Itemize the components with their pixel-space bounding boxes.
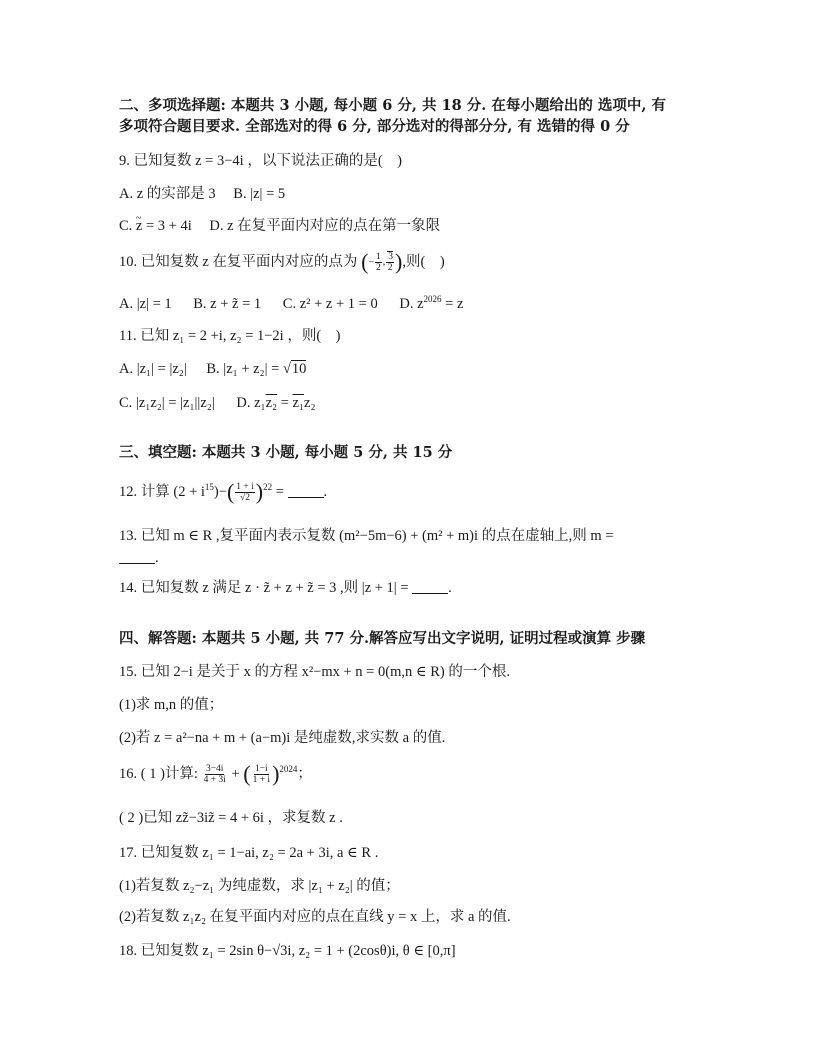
question-15-part2: (2)若 z = a²−na + m + (a−m)i 是纯虚数,求实数 a 的值. xyxy=(119,730,446,746)
option-c: C. ~ z = 3 + 4i xyxy=(119,218,192,234)
option-a: A. |z₁| = |z₂| xyxy=(119,361,187,377)
question-16-part1: 16. ( 1 )计算: $\frac{3-4i}{4 + 3i}$ + ( $\frac{1-i}{1 + i}$ )$^{2024}$； xyxy=(119,761,312,786)
option-d: D. $z^{2026} = z$ xyxy=(399,294,464,312)
option-d: D. z 在复平面内对应的点在第一象限 xyxy=(209,218,441,234)
question-15-stem: 15. 已知 2−i 是关于 x 的方程 x²−mx + n = 0(m,n ∈ R) 的一个根. xyxy=(119,664,510,680)
question-17-part1: (1)若复数 z₂−z₁ 为纯虚数，求 |z₁ + z₂| 的值； xyxy=(119,878,400,894)
section-3-heading: 三、填空题: 本题共 3 小题, 每小题 5 分, 共 15 分 xyxy=(119,444,453,461)
question-13-line2: . xyxy=(119,548,756,568)
question-18-stem: 18. 已知复数 z₁ = 2sin θ−√3i, z₂ = 1 + (2cosθ)i, θ ∈ [0,π] xyxy=(119,943,456,959)
question-12: 12. 计算 $(2 + i^{15})-$( $\frac{1 + i}{√2}$ )$^{22}$ = . xyxy=(119,479,328,504)
question-9-options-cd xyxy=(119,216,756,236)
question-11-options-ab xyxy=(119,359,756,379)
answer-blank[interactable] xyxy=(412,579,448,594)
question-10-stem: 10. 已知复数 z 在复平面内对应的点为 (− $\frac{1}{2}$ , $\frac{3}{2}$ ),则( ) xyxy=(119,249,445,274)
answer-blank[interactable] xyxy=(119,549,155,564)
option-c: C. z² + z + 1 = 0 xyxy=(282,296,378,312)
question-13-line1: 13. 已知 m ∈ R ,复平面内表示复数 (m²−5m−6) + (m² + m)i 的点在虚轴上,则 m = xyxy=(119,528,614,544)
question-9-stem: 9. 已知复数 z = 3−4i ，以下说法正确的是( ) xyxy=(119,153,402,169)
question-16-part2: ( 2 )已知 zz̃−3iz̃ = 4 + 6i ，求复数 z . xyxy=(119,810,343,826)
question-14: 14. 已知复数 z 满足 z · z̃ + z + z̃ = 3 ,则 |z + 1| = . xyxy=(119,580,452,596)
option-b: B. |z₁ + z₂| = √10 xyxy=(206,361,307,377)
section-2-heading-line2: 多项符合题目要求. 全部选对的得 6 分, 部分选对的得部分分, 有 选错的得 0 分 xyxy=(119,118,630,135)
option-c: C. |z₁z₂| = |z₁||z₂| xyxy=(119,395,215,411)
option-b: B. z + z̃ = 1 xyxy=(193,296,262,312)
question-10-options xyxy=(119,294,756,314)
section-4-heading: 四、解答题: 本题共 5 小题, 共 77 分.解答应写出文字说明, 证明过程或演算 步骤 xyxy=(119,630,646,647)
section-2-heading-line1: 二、多项选择题: 本题共 3 小题, 每小题 6 分, 共 18 分. 在每小题给出的 选项中, 有 xyxy=(119,97,666,114)
question-9-options-ab xyxy=(119,184,756,204)
option-a: A. |z| = 1 xyxy=(119,296,172,312)
question-17-part2: (2)若复数 z₁z₂ 在复平面内对应的点在直线 y = x 上，求 a 的值. xyxy=(119,909,511,925)
option-b: B. |z| = 5 xyxy=(233,186,286,202)
question-17-stem: 17. 已知复数 z₁ = 1−ai, z₂ = 2a + 3i, a ∈ R . xyxy=(119,845,379,861)
option-a: A. z 的实部是 3 xyxy=(119,186,216,202)
question-15-part1: (1)求 m,n 的值； xyxy=(119,697,224,713)
option-d: D. z₁z₂ = z₁z₂ xyxy=(236,395,316,411)
question-11-stem: 11. 已知 z₁ = 2 +i, z₂ = 1−2i ，则( ) xyxy=(119,328,341,344)
answer-blank[interactable] xyxy=(288,483,324,498)
question-11-options-cd xyxy=(119,393,756,413)
